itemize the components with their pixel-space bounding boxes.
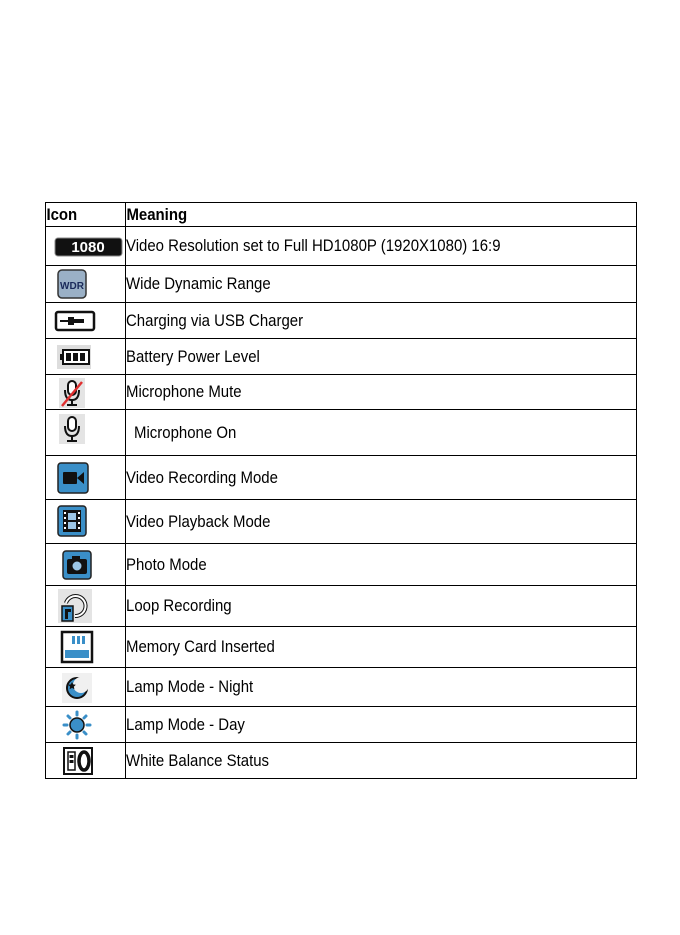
meaning-cell: Video Resolution set to Full HD1080P (1920X1080) 16:9 [126, 227, 637, 266]
lamp-night-icon [62, 673, 92, 703]
usb-charger-plug-icon [54, 308, 96, 334]
svg-text:WDR: WDR [60, 281, 84, 292]
table-row [46, 627, 637, 668]
microphone-mute-icon [59, 378, 85, 408]
svg-text:1080: 1080 [71, 239, 105, 256]
table-row [46, 375, 637, 410]
battery-level-icon [57, 345, 91, 369]
meaning-cell: Loop Recording [126, 586, 637, 627]
photo-camera-icon [62, 550, 92, 580]
meaning-column-header: Meaning [126, 203, 576, 227]
meaning-cell: Charging via USB Charger [126, 303, 637, 339]
table-row [46, 266, 637, 303]
table-row [46, 743, 637, 779]
white-balance-icon [63, 747, 93, 775]
microphone-on-icon [59, 414, 85, 444]
meaning-cell: Lamp Mode - Night [126, 668, 637, 707]
table-header-row [46, 203, 637, 227]
video-camera-icon [57, 462, 89, 494]
lamp-day-icon [62, 710, 92, 740]
memory-card-icon [60, 630, 94, 664]
meaning-cell: Wide Dynamic Range [126, 266, 637, 303]
table-row [46, 707, 637, 743]
meaning-cell: Video Playback Mode [126, 500, 637, 544]
meaning-cell: Memory Card Inserted [126, 627, 637, 668]
meaning-cell: Video Recording Mode [126, 456, 637, 500]
meaning-cell: Photo Mode [126, 544, 637, 586]
table-row [46, 544, 637, 586]
table-row [46, 410, 637, 456]
table-row [46, 586, 637, 627]
film-strip-icon [57, 505, 87, 537]
meaning-cell: Battery Power Level [126, 339, 637, 375]
meaning-cell: Microphone On [126, 410, 637, 456]
meaning-cell: White Balance Status [126, 743, 637, 779]
table-row [46, 227, 637, 266]
meaning-cell: Microphone Mute [126, 375, 637, 410]
table-row [46, 456, 637, 500]
table-row [46, 668, 637, 707]
wdr-icon [57, 269, 87, 299]
table-row [46, 339, 637, 375]
icon-column-header: Icon [46, 203, 116, 227]
table-row [46, 303, 637, 339]
meaning-cell: Lamp Mode - Day [126, 707, 637, 743]
loop-recording-icon [58, 589, 92, 623]
1080-resolution-icon [54, 237, 123, 257]
table-row [46, 500, 637, 544]
icon-meaning-table [45, 202, 637, 779]
